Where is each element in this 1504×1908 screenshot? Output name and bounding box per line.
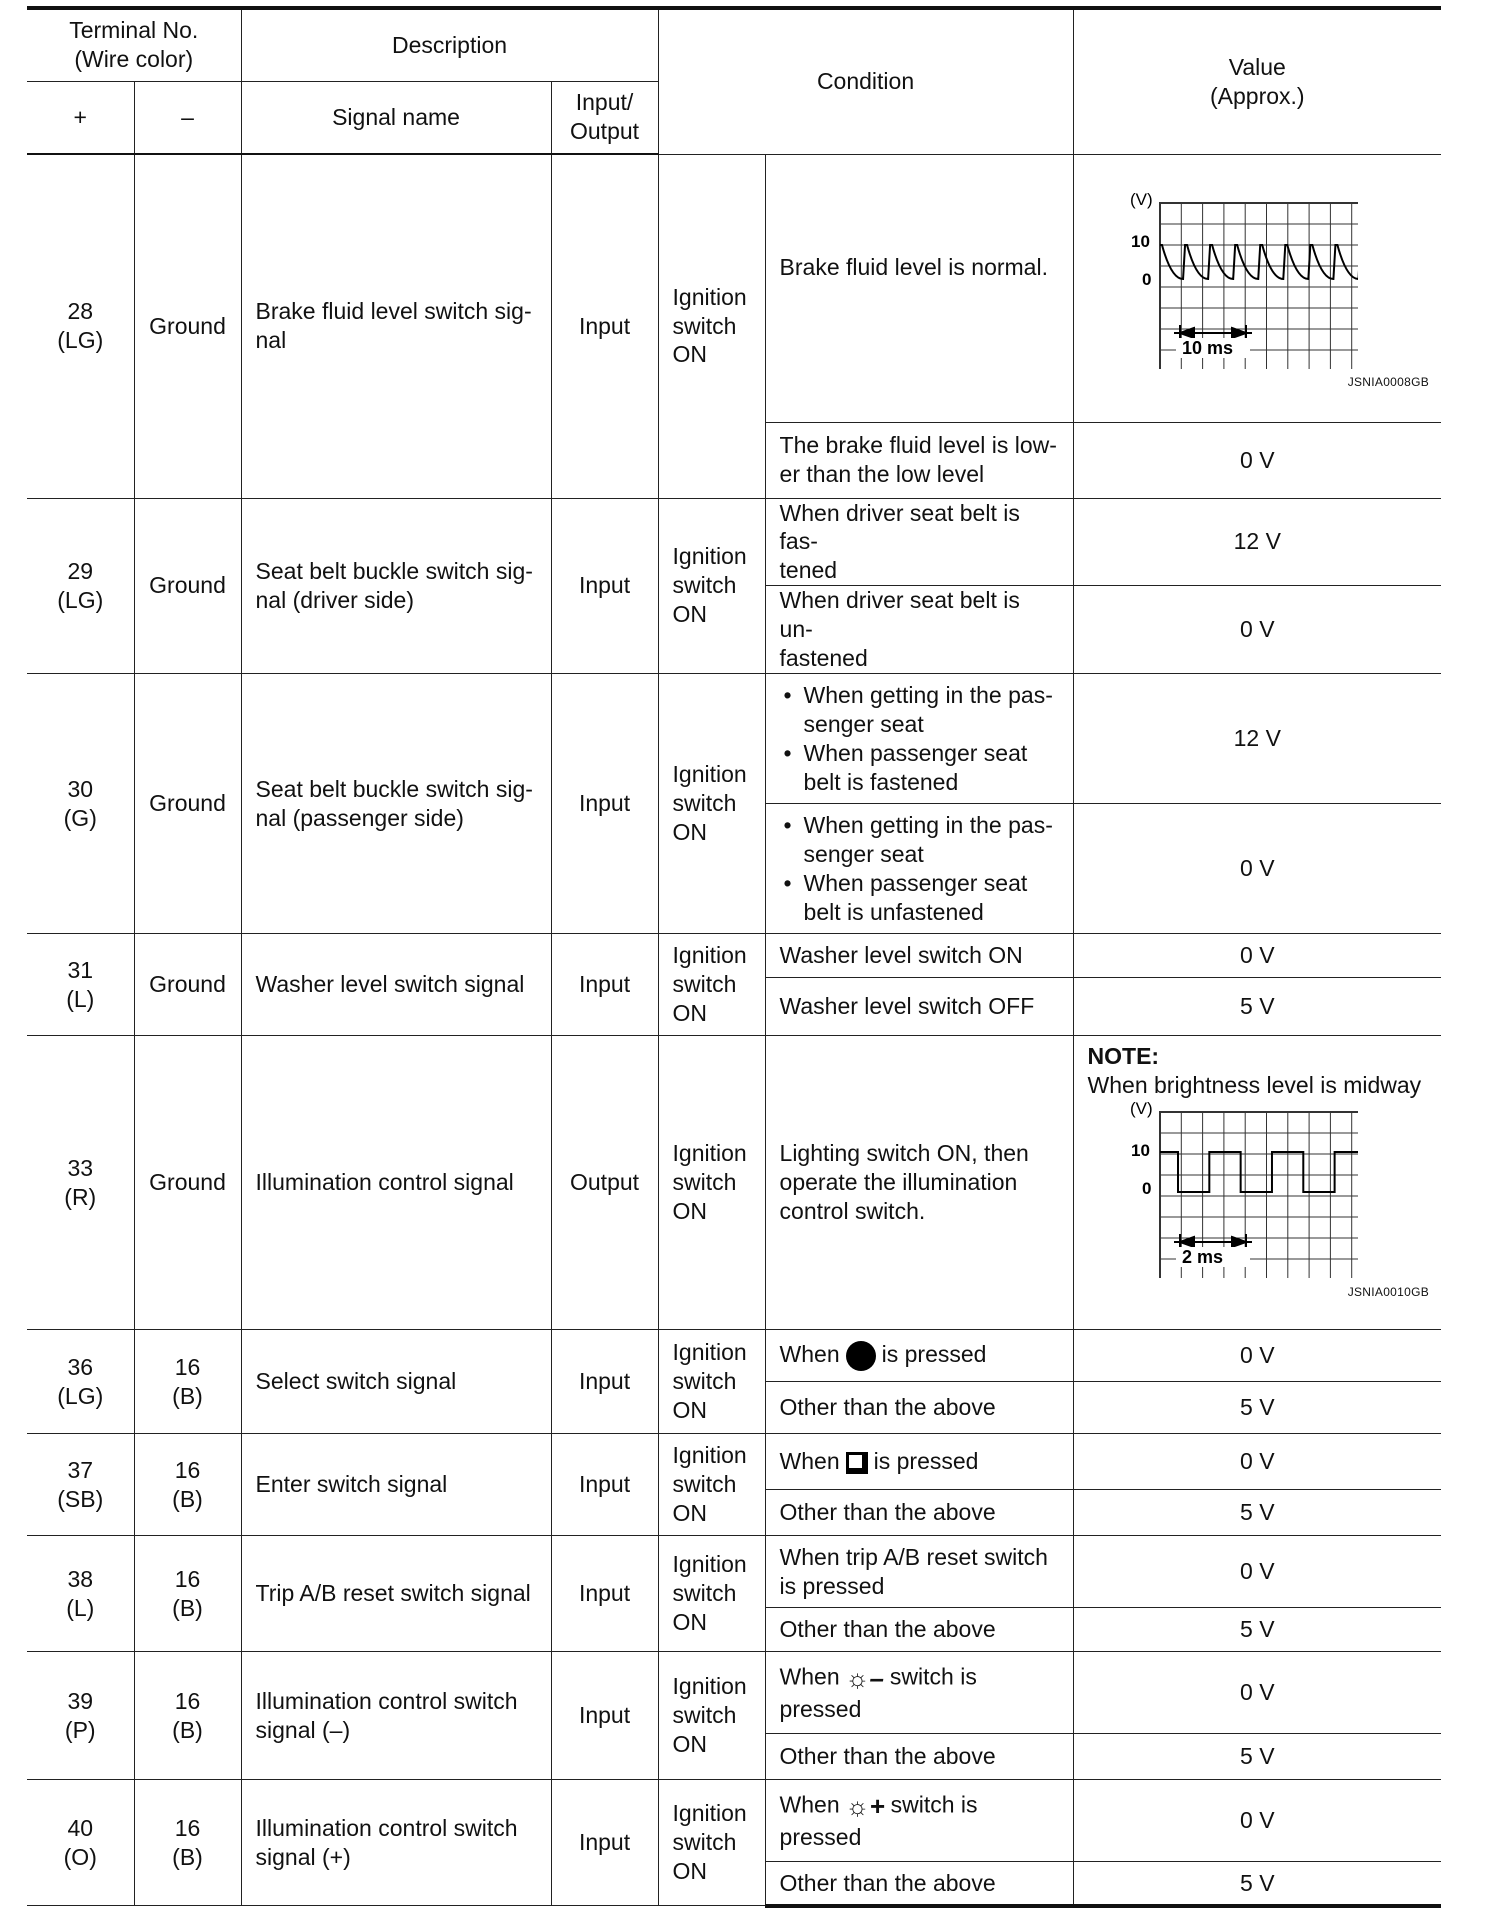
value-cell [1073, 1434, 1441, 1490]
condition-text: Other than the above [779, 1616, 996, 1643]
terminal-minus: Ground [134, 498, 241, 674]
square-icon [846, 1452, 868, 1474]
condition-cell [765, 1536, 1073, 1608]
signal-name: Enter switch signal [241, 1434, 551, 1536]
value-text: 5 V [1240, 1616, 1275, 1643]
value-cell [1073, 1734, 1441, 1780]
input-output: Input [551, 498, 658, 674]
condition-text: Lighting switch ON, then operate the illumination control switch. [779, 1140, 1029, 1225]
condition-text: When driver seat belt is fas- tened [779, 499, 1020, 584]
condition-cell [765, 978, 1073, 1036]
condition-text-prefix: When [779, 1448, 840, 1475]
terminal-plus: 31 (L) [27, 934, 134, 1036]
value-cell [1073, 1536, 1441, 1608]
terminal-minus: 16 (B) [134, 1330, 241, 1434]
input-output: Input [551, 154, 658, 498]
table-row [27, 934, 1441, 978]
filled-circle-icon [846, 1341, 876, 1371]
terminal-minus: Ground [134, 674, 241, 934]
signal-name: Seat belt buckle switch sig- nal (driver side) [241, 498, 551, 674]
terminal-minus: Ground [134, 934, 241, 1036]
table-body [27, 154, 1441, 1906]
terminal-plus: 39 (P) [27, 1652, 134, 1780]
terminal-plus: 40 (O) [27, 1780, 134, 1906]
ignition-condition: Ignition switch ON [658, 498, 765, 674]
terminal-minus: 16 (B) [134, 1780, 241, 1906]
ignition-condition: Ignition switch ON [658, 1536, 765, 1652]
signal-name: Trip A/B reset switch signal [241, 1536, 551, 1652]
value-cell [1073, 586, 1441, 674]
condition-list-item: • When getting in the pas- senger seat [804, 811, 1059, 869]
axis-unit-label: (V) [1129, 190, 1153, 209]
table-row [27, 1036, 1441, 1330]
input-output: Input [551, 1434, 658, 1536]
value-cell [1073, 1652, 1441, 1734]
signal-name: Illumination control switch signal (–) [241, 1652, 551, 1780]
ignition-condition: Ignition switch ON [658, 674, 765, 934]
value-text: 12 V [1233, 725, 1281, 752]
value-text: 12 V [1233, 528, 1281, 555]
oscilloscope-figure [1098, 191, 1438, 376]
input-output: Input [551, 1536, 658, 1652]
condition-cell [765, 1862, 1073, 1906]
terminal-plus: 33 (R) [27, 1036, 134, 1330]
illumination-plus-icon: ☼+ [845, 1790, 885, 1821]
signal-name: Seat belt buckle switch sig- nal (passenger side) [241, 674, 551, 934]
terminal-plus: 29 (LG) [27, 498, 134, 674]
terminal-minus: 16 (B) [134, 1652, 241, 1780]
signal-name: Illumination control switch signal (+) [241, 1780, 551, 1906]
condition-list-item: • When getting in the pas- senger seat [804, 681, 1059, 739]
table-row [27, 154, 1441, 422]
condition-cell [765, 498, 1073, 586]
time-scale-label: 10 ms [1181, 337, 1233, 358]
table-row [27, 498, 1441, 586]
header-input-output: Input/ Output [551, 81, 658, 154]
table-row [27, 1780, 1441, 1862]
ignition-condition: Ignition switch ON [658, 1330, 765, 1434]
condition-cell [765, 674, 1073, 804]
condition-text: Washer level switch ON [779, 942, 1023, 969]
terminal-plus: 38 (L) [27, 1536, 134, 1652]
condition-cell [765, 1734, 1073, 1780]
condition-cell [765, 1652, 1073, 1734]
figure-id: JSNIA0010GB [1347, 1285, 1430, 1300]
condition-text-prefix: When [779, 1663, 840, 1690]
value-cell [1073, 1330, 1441, 1382]
header-value: Value (Approx.) [1073, 8, 1441, 154]
condition-list-item: • When passenger seat belt is unfastened [804, 869, 1059, 927]
value-text: 0 V [1240, 1679, 1275, 1706]
note-title: NOTE: [1087, 1043, 1160, 1070]
condition-text: When driver seat belt is un- fastened [779, 587, 1020, 672]
condition-cell [765, 154, 1073, 422]
table-row [27, 1330, 1441, 1382]
value-cell [1073, 1608, 1441, 1652]
table-row [27, 674, 1441, 804]
condition-cell [765, 934, 1073, 978]
ignition-condition: Ignition switch ON [658, 154, 765, 498]
value-cell [1073, 1036, 1441, 1330]
table-row [27, 1652, 1441, 1734]
ignition-condition: Ignition switch ON [658, 934, 765, 1036]
condition-text-suffix: is pressed [881, 1341, 987, 1368]
terminal-plus: 28 (LG) [27, 154, 134, 498]
value-cell [1073, 1780, 1441, 1862]
condition-cell [765, 586, 1073, 674]
condition-list [780, 811, 1059, 927]
condition-text-suffix: switch is pressed [779, 1791, 978, 1850]
condition-cell [765, 1780, 1073, 1862]
axis-tick-top: 10 [1130, 1141, 1150, 1161]
condition-text: Brake fluid level is normal. [779, 253, 1048, 280]
condition-text-prefix: When [779, 1341, 840, 1368]
input-output: Input [551, 1652, 658, 1780]
terminal-minus: 16 (B) [134, 1536, 241, 1652]
value-text: 0 V [1240, 855, 1275, 882]
value-text: 0 V [1240, 1807, 1275, 1834]
value-cell [1073, 498, 1441, 586]
condition-list-item: • When passenger seat belt is fastened [804, 739, 1059, 797]
ignition-condition: Ignition switch ON [658, 1434, 765, 1536]
condition-text: Other than the above [779, 1499, 996, 1526]
terminal-minus: 16 (B) [134, 1434, 241, 1536]
condition-cell [765, 1330, 1073, 1382]
condition-cell [765, 1036, 1073, 1330]
value-text: 0 V [1240, 942, 1275, 969]
axis-tick-zero: 0 [1141, 269, 1151, 289]
condition-text-prefix: When [779, 1791, 840, 1818]
value-cell [1073, 674, 1441, 804]
condition-text: Other than the above [779, 1869, 996, 1896]
terminal-minus: Ground [134, 1036, 241, 1330]
value-text: 5 V [1240, 1743, 1275, 1770]
header-plus: + [27, 81, 134, 154]
ignition-condition: Ignition switch ON [658, 1036, 765, 1330]
value-cell [1073, 154, 1441, 422]
time-scale-label: 2 ms [1181, 1247, 1223, 1268]
value-text: 5 V [1240, 1869, 1275, 1896]
terminal-plus: 30 (G) [27, 674, 134, 934]
value-text: 0 V [1240, 616, 1275, 643]
signal-name: Brake fluid level switch sig- nal [241, 154, 551, 498]
value-text: 5 V [1240, 1499, 1275, 1526]
value-text: 0 V [1240, 1448, 1275, 1475]
value-cell [1073, 934, 1441, 978]
value-cell [1073, 1490, 1441, 1536]
axis-tick-zero: 0 [1141, 1179, 1151, 1199]
illum-oscilloscope-graph [1098, 1100, 1358, 1278]
waveform-trace [1160, 245, 1358, 279]
table-row [27, 1434, 1441, 1490]
input-output: Input [551, 674, 658, 934]
axis-tick-top: 10 [1130, 231, 1150, 251]
header-minus: – [134, 81, 241, 154]
value-text: 5 V [1240, 993, 1275, 1020]
value-text: 0 V [1240, 446, 1275, 473]
condition-text-suffix: is pressed [873, 1448, 979, 1475]
value-text: 5 V [1240, 1394, 1275, 1421]
input-output: Input [551, 1330, 658, 1434]
note-text: When brightness level is midway [1087, 1072, 1422, 1099]
condition-text-suffix: switch is pressed [779, 1663, 977, 1722]
header-condition: Condition [658, 8, 1073, 154]
terminal-plus: 36 (LG) [27, 1330, 134, 1434]
header-terminal: Terminal No. (Wire color) [27, 8, 241, 81]
condition-text: The brake fluid level is low- er than the low level [779, 432, 1057, 487]
terminal-minus: Ground [134, 154, 241, 498]
condition-cell [765, 804, 1073, 934]
axis-unit-label: (V) [1129, 1100, 1153, 1119]
condition-text: Other than the above [779, 1743, 996, 1770]
waveform-trace [1160, 1152, 1358, 1192]
header-description: Description [241, 8, 658, 81]
brake-oscilloscope-graph [1098, 191, 1358, 369]
condition-cell [765, 1434, 1073, 1490]
value-cell [1073, 1862, 1441, 1906]
input-output: Input [551, 934, 658, 1036]
value-cell [1073, 978, 1441, 1036]
condition-cell [765, 1608, 1073, 1652]
value-cell [1073, 1382, 1441, 1434]
terminal-plus: 37 (SB) [27, 1434, 134, 1536]
condition-text: Washer level switch OFF [779, 993, 1035, 1020]
signal-name: Illumination control signal [241, 1036, 551, 1330]
figure-id: JSNIA0008GB [1347, 375, 1430, 390]
value-cell [1073, 804, 1441, 934]
input-output: Input [551, 1780, 658, 1906]
condition-cell [765, 1490, 1073, 1536]
condition-text: Other than the above [779, 1394, 996, 1421]
value-text: 0 V [1240, 1342, 1275, 1369]
oscilloscope-figure [1098, 1100, 1438, 1285]
table-row [27, 1536, 1441, 1608]
terminal-spec-table [27, 6, 1441, 1908]
ignition-condition: Ignition switch ON [658, 1652, 765, 1780]
header-signal-name: Signal name [241, 81, 551, 154]
ignition-condition: Ignition switch ON [658, 1780, 765, 1906]
value-cell [1073, 422, 1441, 498]
condition-cell [765, 1382, 1073, 1434]
input-output: Output [551, 1036, 658, 1330]
condition-list [780, 681, 1059, 797]
value-text: 0 V [1240, 1558, 1275, 1585]
condition-text: When trip A/B reset switch is pressed [779, 1543, 1048, 1599]
signal-name: Washer level switch signal [241, 934, 551, 1036]
signal-name: Select switch signal [241, 1330, 551, 1434]
illumination-minus-icon: ☼– [845, 1662, 884, 1693]
condition-cell [765, 422, 1073, 498]
